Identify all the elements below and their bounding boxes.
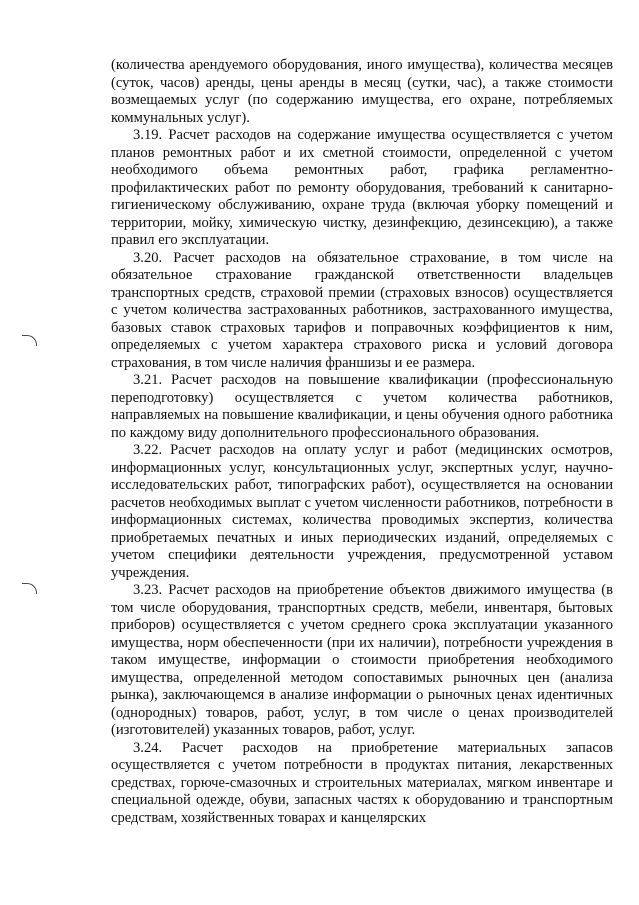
binder-hole-mark — [22, 335, 37, 346]
paragraph-3-24: 3.24. Расчет расходов на приобретение материальных запасов осуществляется с учетом потребности в продуктах питания, лекарственных средствах, горюче-смазочных и строительных материалах, мягком инвентаре и специальной одежде, обуви, запасных частях к оборудованию и транспортным средствам, хозяйственных товарах и канцелярских — [111, 739, 613, 826]
document-body — [111, 57, 613, 827]
paragraph-3-21: 3.21. Расчет расходов на повышение квалификации (профессиональную переподготовку) осуществляется с учетом количества работников, направляемых на повышение квалификации, и цены обучения одного работника по каждому виду дополнительного профессионального образования. — [111, 372, 613, 441]
paragraph-3-22: 3.22. Расчет расходов на оплату услуг и работ (медицинских осмотров, информационных услуг, консультационных услуг, экспертных услуг, научно-исследовательских работ, типографских работ), осуществляется на основании расчетов необходимых выплат с учетом численности работников, потребности в информационных системах, количества проводимых экспертиз, количества приобретаемых печатных и иных периодических изданий, определяемых с учетом специфики деятельности учреждения, предусмотренной уставом учреждения. — [111, 442, 613, 581]
binder-hole-mark — [22, 583, 37, 594]
paragraph-3-23: 3.23. Расчет расходов на приобретение объектов движимого имущества (в том числе оборудования, транспортных средств, мебели, инвентаря, бытовых приборов) осуществляется с учетом среднего срока эксплуатации указанного имущества, норм обеспеченности (при их наличии), потребности учреждения в таком имуществе, информации о стоимости приобретения необходимого имущества, определенной методом сопоставимых рыночных цен (анализа рынка), заключающемся в анализе информации о рыночных ценах идентичных (однородных) товаров, работ, услуг, в том числе о ценах производителей (изготовителей) указанных товаров, работ, услуг. — [111, 582, 613, 738]
paragraph-3-20: 3.20. Расчет расходов на обязательное страхование, в том числе на обязательное страхование гражданской ответственности владельцев транспортных средств, страховой премии (страховых взносов) осуществляется с учетом количества застрахованных работников, застрахованного имущества, базовых ставок страховых тарифов и поправочных коэффициентов к ним, определяемых с учетом характера страхового риска и условий договора страхования, в том числе наличия франшизы и ее размера. — [111, 249, 613, 371]
paragraph-3-19: 3.19. Расчет расходов на содержание имущества осуществляется с учетом планов ремонтных работ и их сметной стоимости, определенной с учетом необходимого объема ремонтных работ, графика регламентно-профилактических работ по ремонту оборудования, требований к санитарно-гигиеническому обслуживанию, охране труда (включая уборку помещений и территории, мойку, химическую чистку, дезинфекцию, дезинсекцию), а также правил его эксплуатации. — [111, 127, 613, 248]
paragraph-continuation: (количества арендуемого оборудования, иного имущества), количества месяцев (суток, часов) аренды, цены аренды в месяц (сутки, час), а также стоимости возмещаемых услуг (по содержанию имущества, его охране, потребляемых коммунальных услуг). — [111, 57, 613, 126]
